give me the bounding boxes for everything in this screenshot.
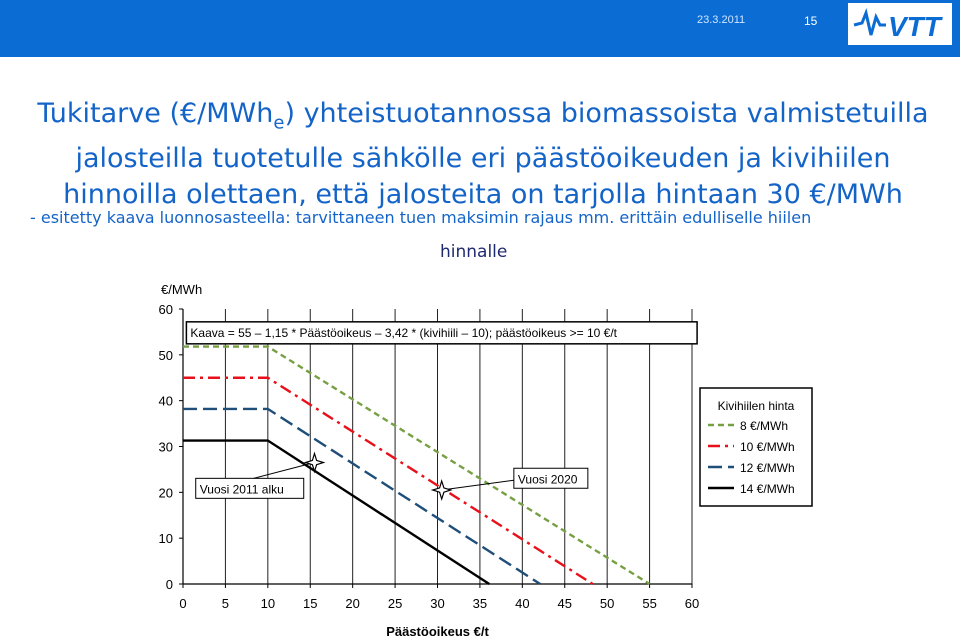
slide-date: 23.3.2011 [697,14,746,26]
legend-label: 8 €/MWh [740,419,789,433]
legend-label: 12 €/MWh [740,461,795,475]
annotation-2011: Vuosi 2011 alku [199,482,284,497]
y-tick-label: 20 [158,485,173,501]
y-tick-label: 0 [165,577,173,592]
x-tick-label: 35 [472,596,488,611]
y-tick-label: 60 [158,302,173,317]
legend-label: 10 €/MWh [740,440,795,454]
series-line [183,441,489,584]
legend-title: Kivihiilen hinta [717,399,795,413]
y-tick-label: 50 [158,347,173,363]
x-axis-label: Päästöoikeus €/t [386,624,489,636]
annotation-2020: Vuosi 2020 [517,472,578,487]
subtitle-continuation: hinnalle [440,242,508,262]
title-line-1: Tukitarve (€/MWh$_e$) yhteistuotannossa biomassoista valmistetuilla [37,98,929,134]
x-tick-label: 40 [515,596,530,611]
x-tick-label: 30 [430,596,445,611]
annotation-leader [442,480,514,490]
x-tick-label: 0 [179,596,187,611]
x-tick-label: 55 [642,596,657,611]
x-tick-label: 5 [221,596,230,611]
y-tick-label: 40 [158,393,173,409]
x-tick-label: 60 [684,596,700,611]
title-line-3: hinnoilla olettaen, että jalosteita on tarjolla hintaan 30 €/MWh [63,179,903,211]
annotation-leader [254,463,315,479]
x-tick-label: 15 [303,596,318,611]
subtitle: - esitetty kaava luonnosasteella: tarvittaneen tuen maksimin rajaus mm. erittäin edulliselle hiilen [30,208,812,227]
legend-label: 14 €/MWh [740,482,795,496]
y-tick-label: 30 [158,439,173,455]
y-tick-label: 10 [158,531,173,547]
x-tick-label: 25 [387,596,403,611]
marker-2011-icon [306,454,324,472]
page-number: 15 [804,14,818,28]
y-axis-label: €/MWh [161,282,203,297]
title-line-2: jalosteilla tuotetulle sähkölle eri päästöoikeuden ja kivihiilen [75,143,891,175]
formula-text: Kaava = 55 – 1,15 * Päästöoikeus – 3,42 * (kivihiili – 10); päästöoikeus >= 10 €/t [190,325,618,340]
logo-text: VTT [888,11,941,42]
series-line [183,347,650,584]
x-tick-label: 50 [599,596,615,611]
x-tick-label: 10 [260,596,276,611]
x-tick-label: 45 [557,596,572,611]
x-tick-label: 20 [345,596,360,611]
